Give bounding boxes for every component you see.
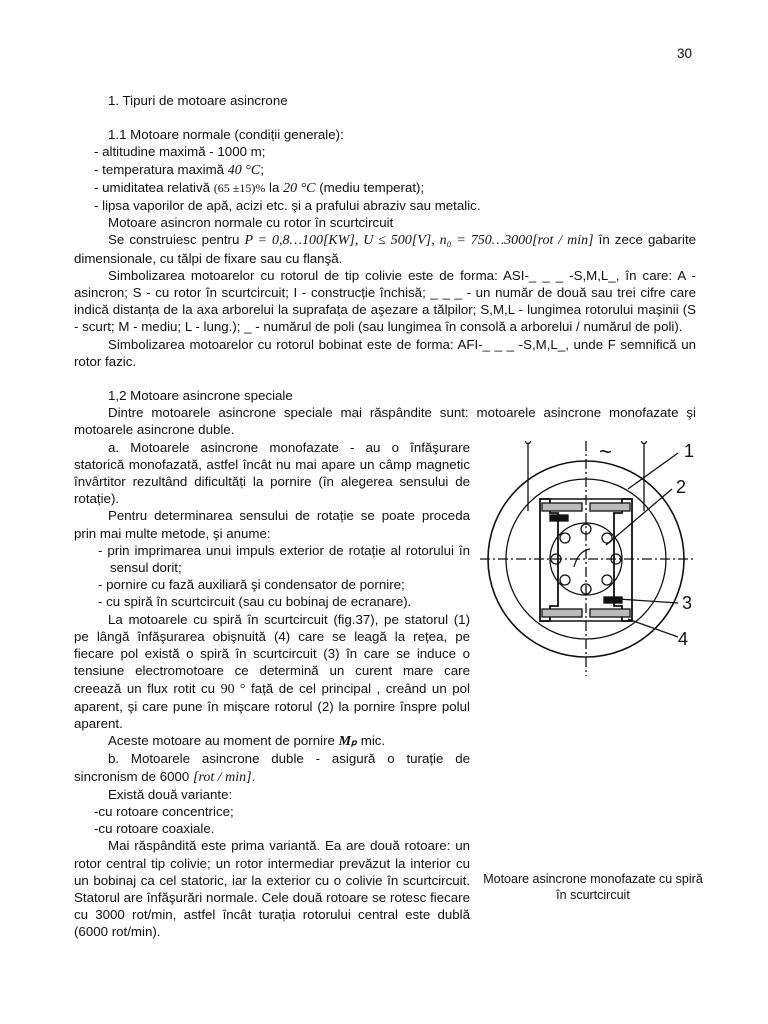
condition-humidity: - umiditatea relativă (65 ±15)% la 20 °C (mediu temperat); <box>94 179 425 196</box>
variant-2: -cu rotoare coaxiale. <box>94 821 215 837</box>
figure-caption: Motoare asincrone monofazate cu spiră în scurtcircuit <box>483 871 703 902</box>
section-1-2-title: 1,2 Motoare asincrone speciale <box>108 388 293 404</box>
variant-1: -cu rotoare concentrice; <box>94 803 234 819</box>
document-body <box>74 92 703 941</box>
symbol-asi-paragraph: Simbolizarea motoarelor cu rotorul de tip colivie este de forma: ASI-_ _ _ -S,M,L_, în care: A - asincron; S - cu rotor în scurtcircuit; I - construcție închisă; _ _ _ - un număr de două sau trei cifre care indică distanța de la axa arborelui la suprafața de aşezare a tălpilor; S,M,L - lungimea rotorului maşinii (S - scurt; M - mediu; L - lung.); _ - numărul de poli (sau lungimea în consolă a arborelui / numărul de poli). <box>74 267 696 335</box>
torque-paragraph: Aceste motoare au moment de pornire Mₚ mic. <box>108 733 386 750</box>
final-paragraph: Mai răspândită este prima variantă. Ea are două rotoare: un rotor central tip colivie; un rotor intermediar prevăzut la interior cu un bobinaj ca cel statoric, iar la exterior cu o colivie în scurtcircuit. Statorul are înfăşurări normale. Cele două rotoare se rotesc fiecare cu 3000 rot/min, astfel încât turația rotorului central este dublă (6000 rot/min). <box>74 838 470 940</box>
section-1-title: 1. Tipuri de motoare asincrone <box>108 93 288 108</box>
figure-label-2: 2 <box>676 476 687 497</box>
page-number: 30 <box>677 46 693 61</box>
symbol-afi-paragraph: Simbolizarea motoarelor cu rotorul bobinat este de forma: AFI-_ _ _ -S,M,L_, unde F semnifică un rotor fazic. <box>74 336 696 369</box>
condition-altitude: - altitudine maximă - 1000 m; <box>94 144 266 160</box>
section-1-1-title: 1.1 Motoare normale (condiții generale): <box>108 127 344 143</box>
figure-motor <box>478 440 703 911</box>
mono-a-paragraph: a. Motoarele asincrone monofazate - au o înfăşurare statorică monofazată, astfel încât nu mai apare un câmp magnetic învârtitor rezultând dificultăți la pornire (în alegerea sensului de rotație). <box>74 439 470 507</box>
condition-vapors: - lipsa vaporilor de apă, acizi etc. şi a prafului abraziv sau metalic. <box>94 198 481 214</box>
motor-diagram <box>478 441 696 871</box>
squirrel-cage-title: Motoare asincron normale cu rotor în scurtcircuit <box>108 215 394 231</box>
special-intro-paragraph: Dintre motoarele asincrone speciale mai răspândite sunt: motoarele asincrone monofazate şi motoarele asincrone duble. <box>74 405 696 438</box>
ac-symbol: ~ <box>599 440 612 464</box>
figure-label-3: 3 <box>682 592 693 613</box>
figure-label-1: 1 <box>684 440 695 461</box>
condition-temperature: - temperatura maximă 40 °C; <box>94 161 264 178</box>
double-b-paragraph: b. Motoarele asincrone duble - asigură o turație de sincronism de 6000 [rot / min]. <box>74 751 470 785</box>
construction-paragraph: Se construiesc pentru P = 0,8…100[KW], U ≤ 500[V], n₀ = 750…3000[rot / min] în zece gabarite dimensionale, cu tălpi de fixare sau cu flanşă. <box>74 232 697 266</box>
method-3: - cu spiră în scurtcircuit (sau cu bobinaj de ecranare). <box>98 594 412 610</box>
variants-intro: Există două variante: <box>108 786 233 802</box>
figure-label-4: 4 <box>678 628 689 649</box>
method-1: - prin imprimarea unui impuls exterior de rotație al rotorului în sensul dorit; <box>98 542 470 576</box>
method-2: - pornire cu fază auxiliară şi condensator de pornire; <box>98 577 405 593</box>
spira-paragraph: La motoarele cu spiră în scurtcircuit (fig.37), pe statorul (1) pe lângă înfăşurarea obişnuită (4) care se leagă la rețea, pe fiecare pol există o spiră în scurtcircuit (3) în care se induce o tensiune electromotoare ce determină un curent mare care creează un flux rotit cu 90 ° față de cel principal , creând un pol aparent, şi care pune în mişcare rotorul (2) la pornire înspre polul aparent. <box>74 611 470 731</box>
rotation-methods-paragraph: Pentru determinarea sensului de rotație se poate proceda prin mai multe metode, şi anume: <box>74 508 470 541</box>
